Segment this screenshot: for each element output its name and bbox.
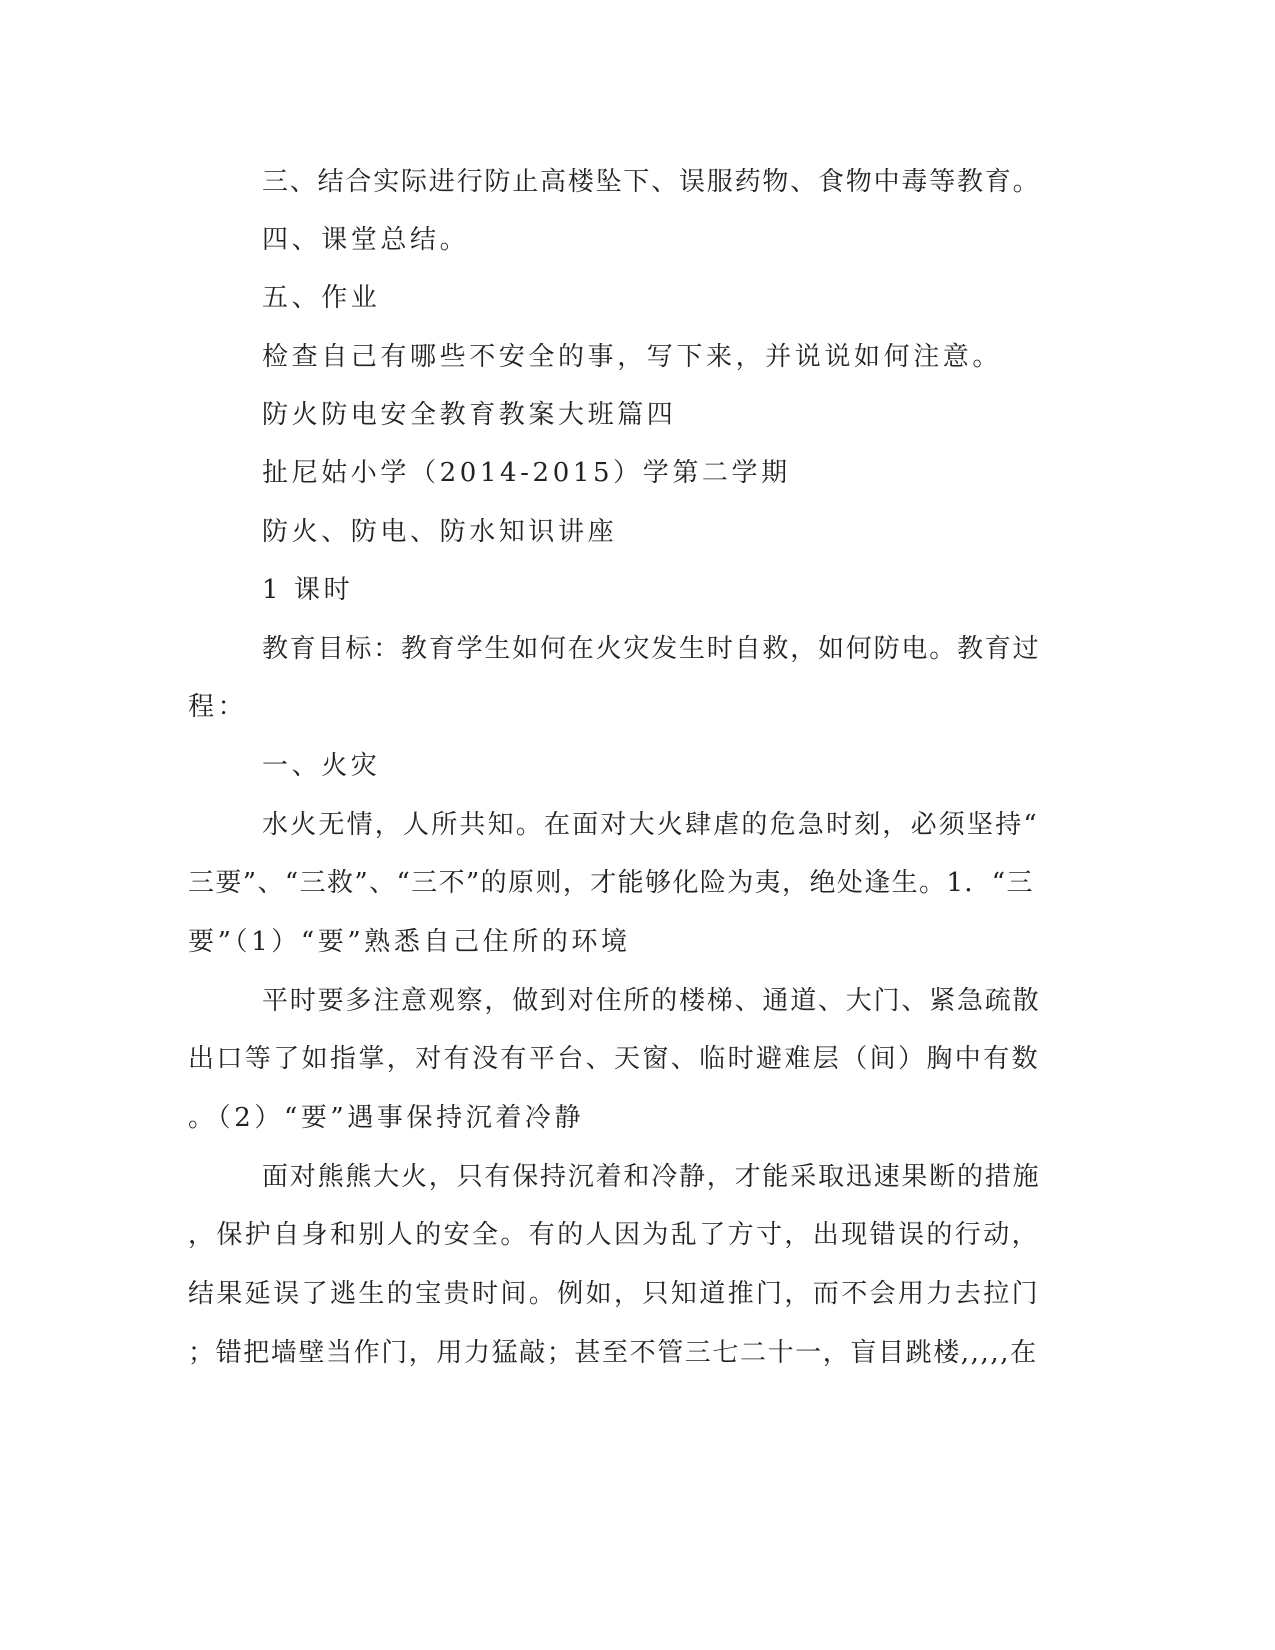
subheading-fire: 一、火灾 bbox=[262, 751, 381, 781]
list-item-3: 三、结合实际进行防止高楼坠下、误服药物、食物中毒等教育。 bbox=[262, 167, 1041, 197]
lecture-title: 防火、防电、防水知识讲座 bbox=[262, 517, 618, 547]
section-title: 防火防电安全教育教案大班篇四 bbox=[262, 400, 677, 430]
paragraph-line: 面对熊熊大火，只有保持沉着和冷静，才能采取迅速果断的措施 bbox=[262, 1162, 1041, 1192]
list-item-4: 四、课堂总结。 bbox=[262, 225, 470, 255]
homework-text: 检查自己有哪些不安全的事，写下来，并说说如何注意。 bbox=[262, 342, 1003, 372]
paragraph-line: 平时要多注意观察，做到对住所的楼梯、通道、大门、紧急疏散 bbox=[262, 986, 1041, 1016]
paragraph-line: 结果延误了逃生的宝贵时间。例如，只知道推门，而不会用力去拉门 bbox=[188, 1279, 1041, 1309]
paragraph-line: 程： bbox=[188, 692, 248, 722]
paragraph-line: 教育目标：教育学生如何在火灾发生时自救，如何防电。教育过 bbox=[262, 634, 1041, 664]
paragraph-line: ，保护自身和别人的安全。有的人因为乱了方寸，出现错误的行动， bbox=[188, 1220, 1041, 1250]
class-hours: 1 课时 bbox=[262, 575, 354, 605]
list-item-5: 五、作业 bbox=[262, 283, 381, 313]
paragraph-line: 出口等了如指掌，对有没有平台、天窗、临时避难层（间）胸中有数 bbox=[188, 1044, 1041, 1074]
school-term-line: 扯尼姑小学（2014-2015）学第二学期 bbox=[262, 458, 791, 488]
paragraph-line: 水火无情，人所共知。在面对大火肆虐的危急时刻，必须坚持“ bbox=[262, 810, 1039, 840]
paragraph-line: ；错把墙壁当作门，用力猛敲；甚至不管三七二十一，盲目跳楼,,,,,在 bbox=[188, 1338, 1038, 1368]
paragraph-line: 。（2）“要”遇事保持沉着冷静 bbox=[188, 1103, 585, 1133]
paragraph-line: 三要”、“三救”、“三不”的原则，才能够化险为夷，绝处逢生。1．“三 bbox=[188, 868, 1034, 898]
paragraph-line: 要”（1）“要”熟悉自己住所的环境 bbox=[188, 927, 631, 957]
